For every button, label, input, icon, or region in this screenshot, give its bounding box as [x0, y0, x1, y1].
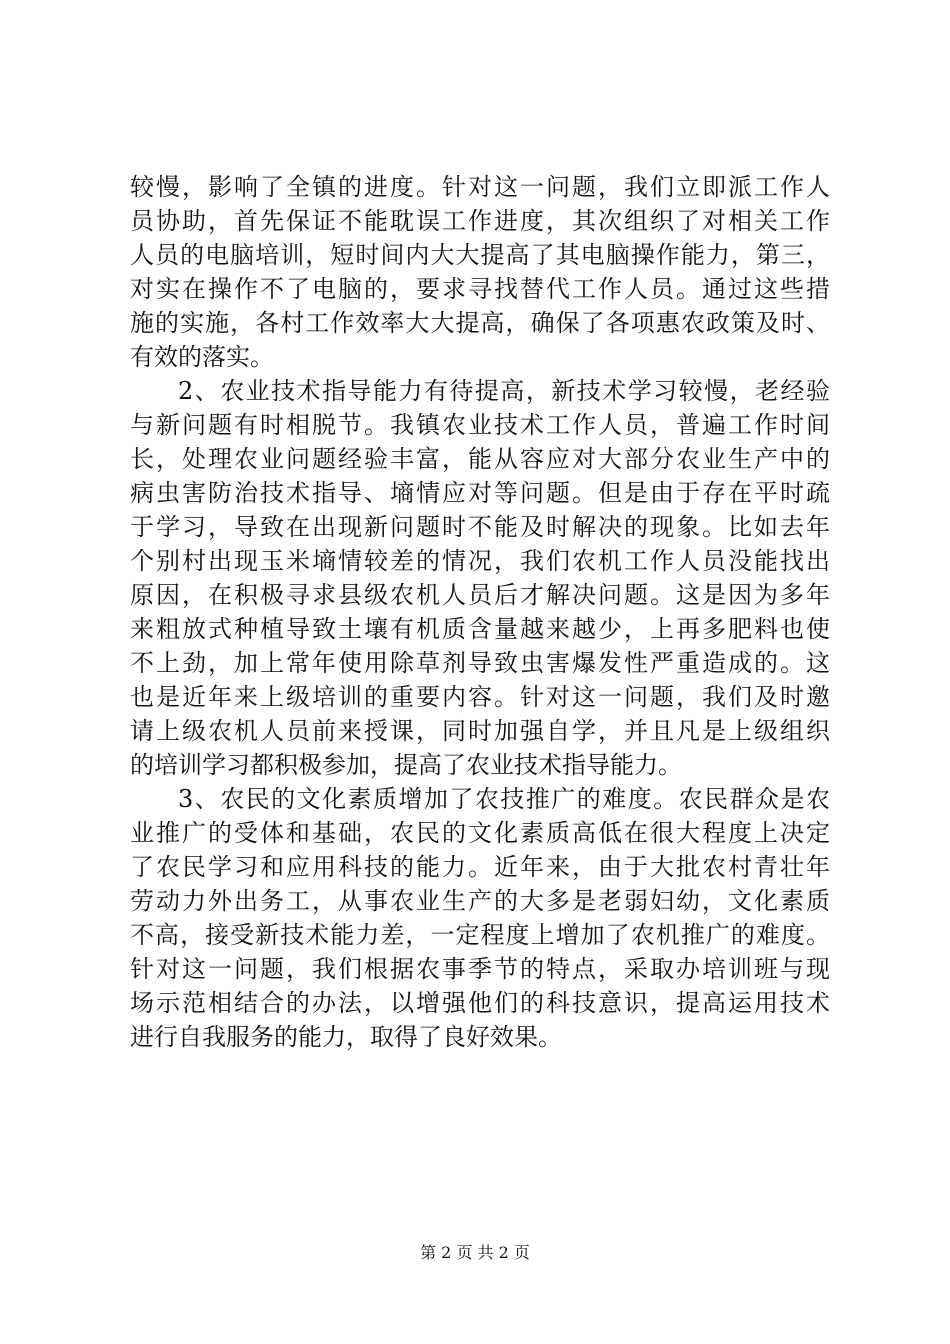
text-line: 对实在操作不了电脑的，要求寻找替代工作人员。通过这些措	[130, 275, 830, 303]
text-line: 个别村出现玉米墒情较差的情况，我们农机工作人员没能找出	[130, 547, 830, 575]
text-line: 病虫害防治技术指导、墒情应对等问题。但是由于存在平时疏	[130, 479, 830, 507]
text-line: 也是近年来上级培训的重要内容。针对这一问题，我们及时邀	[130, 683, 830, 711]
text-line: 原因，在积极寻求县级农机人员后才解决问题。这是因为多年	[130, 581, 830, 609]
text-line: 施的实施，各村工作效率大大提高，确保了各项惠农政策及时、	[130, 309, 830, 337]
document-body	[130, 170, 830, 1054]
text-line: 的培训学习都积极参加，提高了农业技术指导能力。	[130, 751, 682, 779]
text-line: 劳动力外出务工，从事农业生产的大多是老弱妇幼，文化素质	[130, 887, 830, 915]
page-number-footer: 第 2 页 共 2 页	[420, 1243, 530, 1262]
text-line: 进行自我服务的能力，取得了良好效果。	[130, 1023, 562, 1051]
text-line: 针对这一问题，我们根据农事季节的特点，采取办培训班与现	[130, 955, 830, 983]
text-line: 来粗放式种植导致土壤有机质含量越来越少，上再多肥料也使	[130, 615, 830, 643]
text-line: 与新问题有时相脱节。我镇农业技术工作人员，普遍工作时间	[130, 411, 830, 439]
text-line: 请上级农机人员前来授课，同时加强自学，并且凡是上级组织	[130, 717, 830, 745]
text-line: 业推广的受体和基础，农民的文化素质高低在很大程度上决定	[130, 819, 830, 847]
paragraph-3-first-line: 3、农民的文化素质增加了农技推广的难度。农民群众是农	[178, 785, 830, 813]
text-line: 不高，接受新技术能力差，一定程度上增加了农机推广的难度。	[130, 921, 830, 949]
paragraph-2-first-line: 2、农业技术指导能力有待提高，新技术学习较慢，老经验	[178, 377, 830, 405]
text-line: 有效的落实。	[130, 343, 274, 371]
text-line: 长，处理农业问题经验丰富，能从容应对大部分农业生产中的	[130, 445, 830, 473]
text-line: 于学习，导致在出现新问题时不能及时解决的现象。比如去年	[130, 513, 830, 541]
text-line: 较慢，影响了全镇的进度。针对这一问题，我们立即派工作人	[130, 173, 830, 201]
text-line: 了农民学习和应用科技的能力。近年来，由于大批农村青壮年	[130, 853, 830, 881]
text-line: 人员的电脑培训，短时间内大大提高了其电脑操作能力，第三，	[130, 241, 830, 269]
text-line: 员协助，首先保证不能耽误工作进度，其次组织了对相关工作	[130, 207, 830, 235]
text-line: 场示范相结合的办法，以增强他们的科技意识，提高运用技术	[130, 989, 830, 1017]
text-line: 不上劲，加上常年使用除草剂导致虫害爆发性严重造成的。这	[130, 649, 830, 677]
